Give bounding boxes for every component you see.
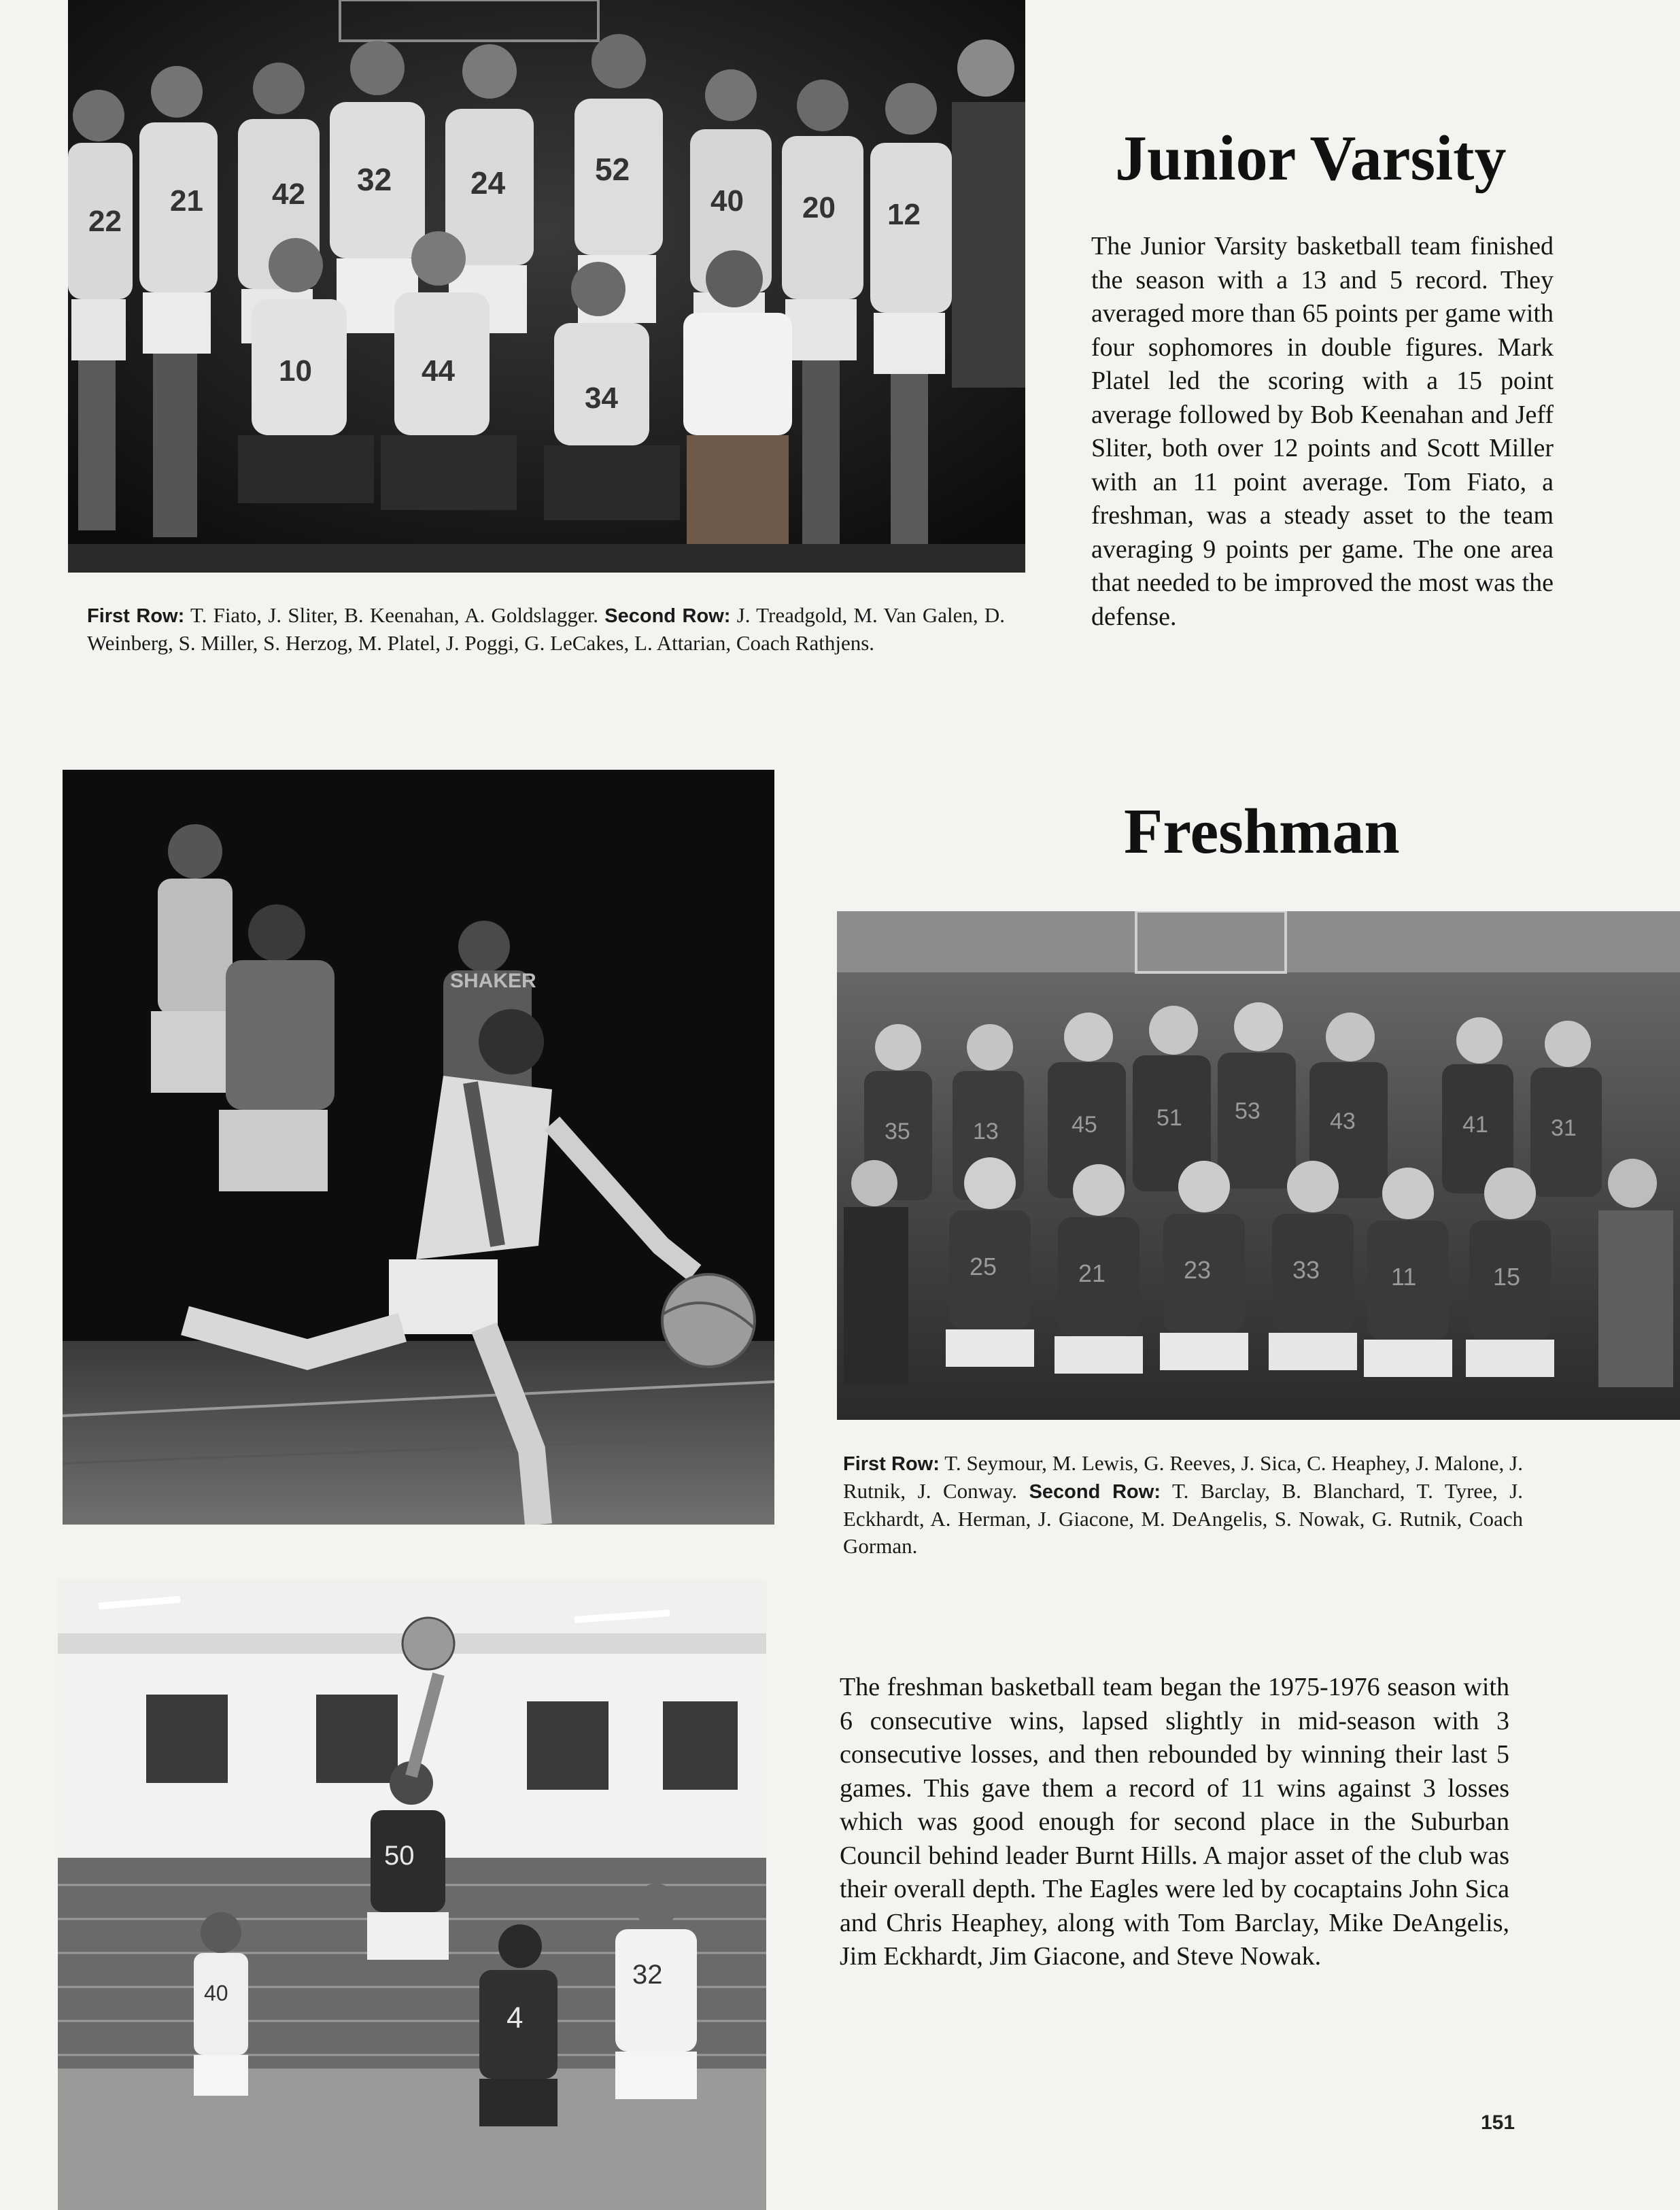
first-row-label: First Row:	[843, 1453, 940, 1475]
junior-varsity-team-photo	[68, 0, 1025, 573]
jersey-number: 15	[1493, 1263, 1521, 1291]
player-40	[194, 1912, 248, 2096]
opponent-jersey-text: SHAKER	[450, 970, 536, 992]
junior-varsity-caption	[87, 602, 1005, 657]
jersey-number: 4	[507, 2001, 524, 2035]
junior-varsity-body: The Junior Varsity basketball team finished the season with a 13 and 5 record. They averaged more than 65 points per game with four sophomores in double figures. Mark Platel led the scoring with a 15 point average followed by Bob Keenahan and Jeff Sliter, both over 12 points and Scott Miller with an 11 point average. Tom Fiato, a freshman, was a steady asset to the team averaging 9 points per game. The one area that needed to be improved the most was the defense.	[1091, 232, 1554, 631]
jump-ball-action-photo	[58, 1579, 766, 2210]
jersey-number: 24	[470, 165, 506, 201]
jersey-number: 50	[384, 1841, 415, 1871]
jersey-number: 40	[204, 1981, 228, 2005]
jersey-number: 10	[279, 354, 312, 388]
jersey-number: 34	[585, 381, 618, 415]
first-row-names: T. Fiato, J. Sliter, B. Keenahan, A. Goldslagger.	[190, 603, 599, 627]
jersey-number: 21	[1078, 1259, 1106, 1287]
dribble-action-photo	[63, 770, 774, 1525]
jersey-number: 20	[802, 191, 836, 224]
first-row-names: T. Seymour, M. Lewis, G. Reeves, J. Sica, C. Heaphey, J. Malone, J. Rutnik, J. Conway.	[843, 1451, 1523, 1503]
freshman-team-photo	[837, 911, 1680, 1420]
jersey-number: 11	[1391, 1263, 1417, 1291]
freshman-caption	[843, 1450, 1523, 1560]
jersey-number: 40	[710, 184, 744, 218]
basketball	[662, 1274, 755, 1367]
second-row-label: Second Row:	[604, 605, 731, 627]
junior-varsity-heading: Junior Varsity	[1115, 123, 1507, 194]
second-row-names: J. Treadgold, M. Van Galen, D. Weinberg, S. Miller, S. Herzog, M. Platel, J. Poggi, G. LeCakes, L. Attarian, Coach Rathjens.	[87, 603, 1005, 655]
jersey-number: 44	[422, 354, 455, 388]
page-number: 151	[1481, 2111, 1515, 2134]
jersey-number: 52	[595, 152, 630, 187]
jersey-number: 51	[1156, 1105, 1182, 1131]
jersey-number: 43	[1330, 1108, 1356, 1134]
jersey-number: 31	[1551, 1115, 1577, 1141]
jersey-number: 32	[632, 1960, 663, 1990]
jersey-number: 22	[88, 205, 122, 238]
second-row-names: T. Barclay, B. Blanchard, T. Tyree, J. Eckhardt, A. Herman, J. Giacone, M. DeAngelis, S. Nowak, G. Rutnik, Coach Gorman.	[843, 1479, 1524, 1558]
jersey-number: 33	[1292, 1256, 1320, 1284]
jersey-number: 45	[1072, 1112, 1097, 1138]
jersey-number: 12	[887, 198, 921, 231]
second-row-label: Second Row:	[1029, 1481, 1161, 1503]
freshman-heading: Freshman	[1124, 796, 1400, 867]
jersey-number: 13	[973, 1119, 999, 1144]
jersey-number: 41	[1462, 1112, 1488, 1138]
jersey-number: 53	[1235, 1098, 1261, 1124]
jersey-number: 25	[970, 1253, 997, 1280]
first-row-label: First Row:	[87, 605, 185, 627]
jersey-number: 42	[272, 177, 305, 211]
jersey-number: 23	[1184, 1256, 1212, 1284]
jersey-number: 32	[357, 162, 392, 197]
basketball	[402, 1618, 454, 1669]
jersey-number: 21	[170, 184, 203, 218]
jersey-number: 35	[885, 1119, 910, 1144]
freshman-body: The freshman basketball team began the 1975-1976 season with 6 consecutive wins, lapsed slightly in mid-season with 3 consecutive losses, and then rebounded by winning their last 5 games. This gave them a record of 11 wins against 3 losses which was good enough for second place in the Suburban Council behind leader Burnt Hills. A major asset of the club was their overall depth. The Eagles were led by cocaptains John Sica and Chris Heaphey, along with Tom Barclay, Mike DeAngelis, Jim Eckhardt, Jim Giacone, and Steve Nowak.	[840, 1673, 1509, 1971]
